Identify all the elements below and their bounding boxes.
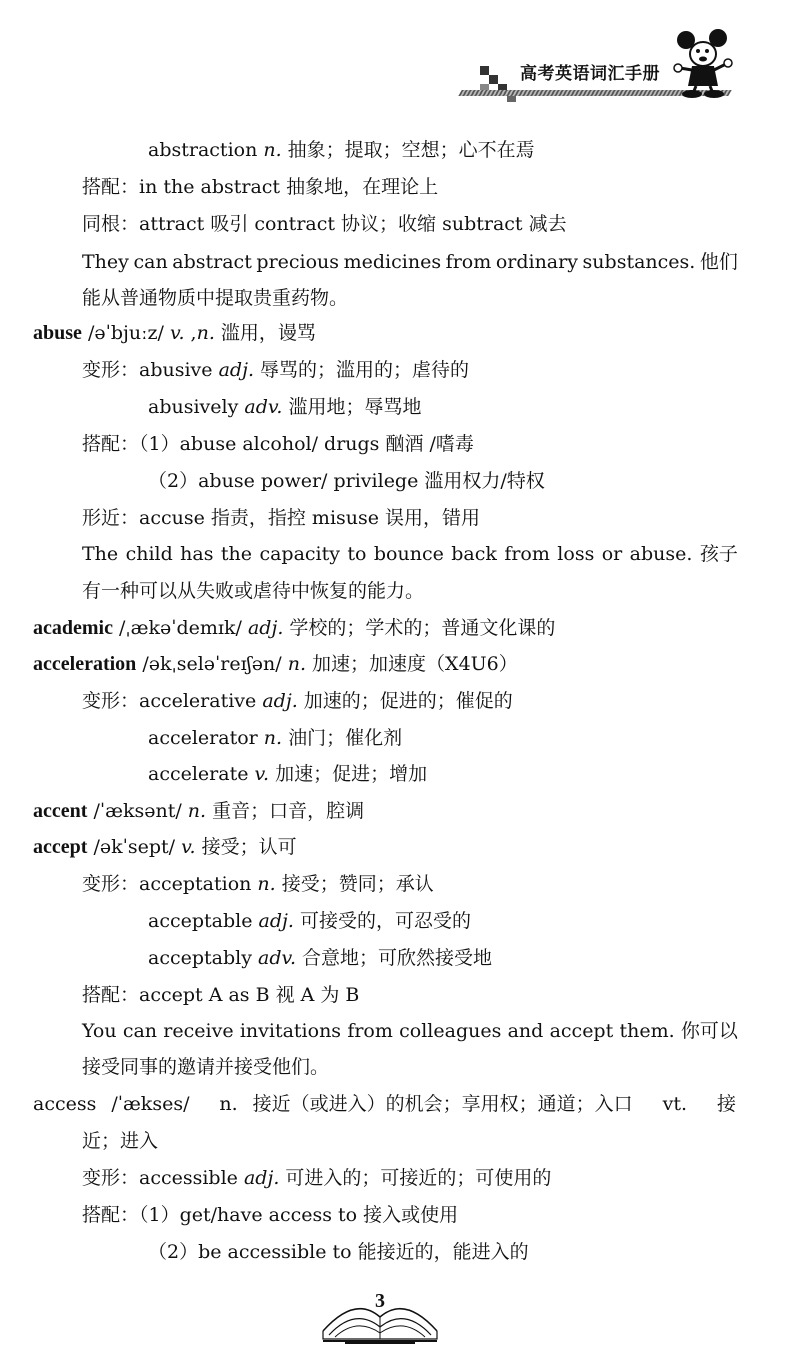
- entry-word: to: [347, 543, 367, 565]
- entry-text: 滥用地；辱骂地: [282, 396, 422, 418]
- entry-line: [82, 358, 469, 382]
- headword-line: [33, 321, 316, 345]
- entry-line: [148, 138, 535, 162]
- part-of-speech: n.: [196, 322, 215, 344]
- entry-word: capacity: [259, 543, 340, 565]
- part-of-speech: adj.: [258, 910, 294, 932]
- part-of-speech: v.: [181, 836, 196, 858]
- headword-line: [33, 799, 364, 823]
- headword-line: [33, 652, 518, 676]
- entry-text: （2）be accessible to 能接近的，能进入的: [148, 1241, 529, 1263]
- entry-line: [82, 432, 474, 456]
- entry-line: [148, 909, 471, 933]
- part-of-speech: adj.: [243, 1167, 280, 1189]
- entry-text: 搭配：in the abstract 抽象地，在理论上: [82, 176, 439, 198]
- entry-line: [82, 1129, 158, 1153]
- entry-text: 接受；赞同；承认: [275, 873, 434, 895]
- entry-line: [82, 175, 438, 199]
- entry-text: 同根：attract 吸引 contract 协议；收缩 subtract 减去: [82, 213, 567, 235]
- entry-word: loss: [557, 543, 595, 565]
- entry-text: （2）abuse power/ privilege 滥用权力/特权: [148, 470, 545, 492]
- entry-word: 接近（或进入）的机会；享用权；通道；入口: [252, 1093, 633, 1115]
- part-of-speech: adj.: [218, 359, 254, 381]
- entry-text: acceptable: [148, 910, 259, 932]
- part-of-speech: n.: [187, 800, 207, 822]
- entry-text: 油门；催化剂: [282, 727, 403, 749]
- part-of-speech: adj.: [247, 617, 284, 639]
- part-of-speech: n.: [257, 873, 276, 895]
- entry-word: 你可以: [680, 1020, 738, 1042]
- entry-word: precious: [256, 251, 340, 273]
- entry-line: [82, 506, 480, 530]
- part-of-speech: n.: [287, 653, 307, 675]
- entry-word: n.: [219, 1093, 238, 1115]
- entry-text: accelerate: [148, 763, 255, 785]
- entry-text: /əkˌseləˈreɪʃən/: [136, 653, 288, 675]
- entry-word: can: [122, 1020, 158, 1042]
- entry-word: ordinary: [495, 251, 578, 273]
- headword: accent: [33, 800, 88, 822]
- entry-line: [82, 1055, 329, 1079]
- entry-line: [148, 726, 402, 750]
- entry-text: /əˈbjuːz/: [81, 322, 170, 344]
- entry-word: from: [347, 1020, 393, 1042]
- entry-word: has: [180, 543, 214, 565]
- entry-line: [82, 542, 738, 566]
- decorative-squares-icon: [480, 66, 520, 106]
- entry-line: [82, 689, 513, 713]
- entry-word: abstract: [172, 251, 252, 273]
- entry-line: [148, 946, 492, 970]
- entry-line: [82, 250, 738, 274]
- entry-word: 他们: [699, 251, 738, 273]
- entry-word: accept: [549, 1020, 614, 1042]
- entry-text: 学校的；学术的；普通文化课的: [283, 617, 556, 639]
- part-of-speech: adv.: [244, 396, 283, 418]
- headword: acceleration: [33, 653, 137, 675]
- headword: academic: [33, 617, 113, 639]
- entry-text: 抽象；提取；空想；心不在焉: [281, 139, 535, 161]
- headword-line: [33, 835, 297, 859]
- entry-word: The: [82, 543, 119, 565]
- entry-text: /ˌækəˈdemɪk/: [112, 617, 248, 639]
- entry-word: 孩子: [699, 543, 738, 565]
- entry-word: the: [220, 543, 253, 565]
- entry-text: 变形：acceptation: [82, 873, 258, 895]
- entry-line: [148, 1240, 529, 1264]
- entry-line: [148, 469, 545, 493]
- entry-text: 形近：accuse 指责，指控 misuse 误用，错用: [82, 507, 481, 529]
- entry-word: can: [133, 251, 168, 273]
- entry-word: and: [507, 1020, 544, 1042]
- entry-word: medicines: [343, 251, 442, 273]
- headword-line: [33, 616, 555, 640]
- entry-line: [82, 983, 359, 1007]
- entry-word: or: [601, 543, 623, 565]
- entry-text: 加速的；促进的；催促的: [297, 690, 513, 712]
- entry-text: 接受；认可: [195, 836, 297, 858]
- entry-text: 变形：abusive: [82, 359, 219, 381]
- entry-text: accelerator: [148, 727, 264, 749]
- entry-word: /ˈækses/: [111, 1093, 190, 1115]
- entry-word: abuse.: [629, 543, 693, 565]
- entry-text: 加速；促进；增加: [269, 763, 428, 785]
- entry-text: 搭配：accept A as B 视 A 为 B: [82, 984, 360, 1006]
- part-of-speech: v.: [169, 322, 185, 344]
- part-of-speech: adj.: [262, 690, 298, 712]
- entry-word: from: [504, 543, 550, 565]
- header-title: 高考英语词汇手册: [520, 64, 660, 84]
- entry-word: bounce: [373, 543, 444, 565]
- entry-word: invitations: [239, 1020, 342, 1042]
- entry-word: receive: [163, 1020, 234, 1042]
- entry-text: 搭配：（1）get/have access to 接入或使用: [82, 1204, 459, 1226]
- entry-word: access: [33, 1093, 97, 1115]
- page-footer: [330, 1287, 460, 1347]
- entry-text: ,: [184, 322, 197, 344]
- entry-text: /əkˈsept/: [87, 836, 182, 858]
- mascot-icon: [672, 28, 734, 100]
- entry-line: [82, 1019, 738, 1043]
- entry-text: abstraction: [148, 139, 264, 161]
- entry-word: colleagues: [399, 1020, 502, 1042]
- entry-text: 搭配：（1）abuse alcohol/ drugs 酗酒 /嗜毒: [82, 433, 474, 455]
- entry-word: substances.: [582, 251, 696, 273]
- entry-text: 合意地；可欣然接受地: [296, 947, 493, 969]
- entry-line: [82, 1166, 551, 1190]
- entry-text: 可接受的，可忍受的: [293, 910, 471, 932]
- entry-line: [148, 762, 427, 786]
- entry-word: back: [451, 543, 497, 565]
- entry-text: 重音；口音，腔调: [206, 800, 365, 822]
- entry-text: 接受同事的邀请并接受他们。: [82, 1056, 330, 1078]
- open-book-icon: [315, 1287, 445, 1347]
- headword: accept: [33, 836, 88, 858]
- entry-text: 辱骂的；滥用的；虐待的: [254, 359, 470, 381]
- page-number: 3: [375, 1290, 385, 1312]
- entry-line: [82, 579, 424, 603]
- entry-word: You: [82, 1020, 117, 1042]
- entry-word: 接: [716, 1093, 736, 1115]
- entry-text: 有一种可以从失败或虐待中恢复的能力。: [82, 580, 425, 602]
- entry-text: 变形：accelerative: [82, 690, 263, 712]
- entry-word: child: [125, 543, 173, 565]
- part-of-speech: n.: [263, 139, 282, 161]
- entry-line: [82, 1203, 458, 1227]
- entry-text: 变形：accessible: [82, 1167, 244, 1189]
- entry-text: 近；进入: [82, 1130, 159, 1152]
- headword: abuse: [33, 322, 82, 344]
- entry-text: 滥用，谩骂: [214, 322, 316, 344]
- entry-text: 可进入的；可接近的；可使用的: [279, 1167, 552, 1189]
- entry-text: abusively: [148, 396, 245, 418]
- part-of-speech: adv.: [258, 947, 297, 969]
- entry-text: 加速；加速度（X4U6）: [306, 653, 518, 675]
- entry-line: [82, 872, 434, 896]
- page-header: [440, 28, 740, 108]
- entry-text: /ˈæksənt/: [87, 800, 188, 822]
- entry-text: acceptably: [148, 947, 258, 969]
- entry-word: from: [445, 251, 492, 273]
- entry-line: [82, 212, 567, 236]
- entry-line: [82, 286, 348, 310]
- part-of-speech: n.: [263, 727, 283, 749]
- entry-word: vt.: [662, 1093, 688, 1115]
- entry-text: 能从普通物质中提取贵重药物。: [82, 287, 349, 309]
- headword-line: [33, 1092, 736, 1116]
- entry-word: They: [82, 251, 129, 273]
- entry-line: [148, 395, 421, 419]
- entry-word: them.: [619, 1020, 675, 1042]
- part-of-speech: v.: [254, 763, 270, 785]
